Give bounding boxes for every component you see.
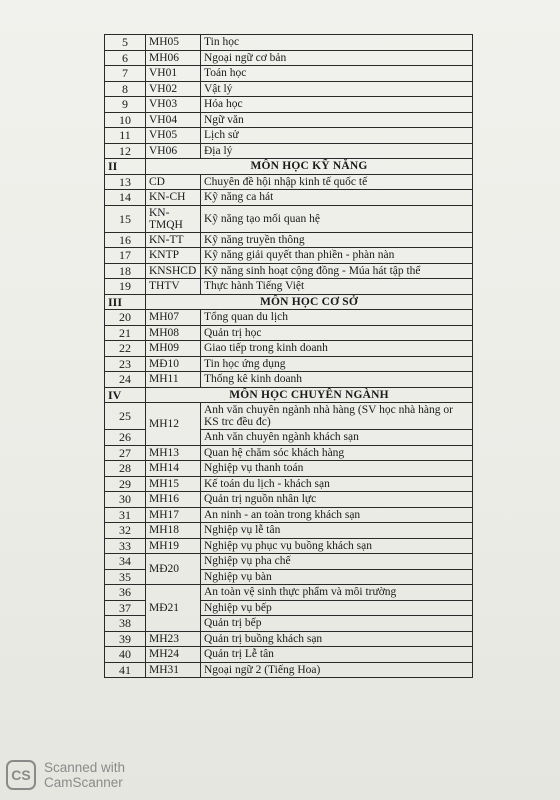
subject-code: KN-TMQH: [146, 205, 201, 232]
section-title: MÔN HỌC KỸ NĂNG: [146, 159, 473, 175]
row-number: 16: [105, 232, 146, 248]
section-header-row: [105, 159, 473, 175]
subject-name: Quản trị buồng khách sạn: [201, 631, 473, 647]
subject-name: Tin học: [201, 35, 473, 51]
subject-name: Tin học ứng dụng: [201, 356, 473, 372]
row-number: 32: [105, 523, 146, 539]
subject-name: Quản trị học: [201, 325, 473, 341]
subject-code: MH09: [146, 341, 201, 357]
subject-code: MH08: [146, 325, 201, 341]
table-row: [105, 112, 473, 128]
subject-code: CD: [146, 174, 201, 190]
row-number: 27: [105, 445, 146, 461]
row-number: 29: [105, 476, 146, 492]
row-number: 17: [105, 248, 146, 264]
subject-name: Kỹ năng truyền thông: [201, 232, 473, 248]
row-number: 9: [105, 97, 146, 113]
subject-code: KNSHCD: [146, 263, 201, 279]
section-number: IV: [105, 387, 146, 403]
table-row: [105, 445, 473, 461]
row-number: 35: [105, 569, 146, 585]
row-number: 23: [105, 356, 146, 372]
table-row: [105, 647, 473, 663]
table-row: [105, 50, 473, 66]
subject-name: Nghiệp vụ phục vụ buồng khách sạn: [201, 538, 473, 554]
table-row: [105, 523, 473, 539]
table-row: [105, 461, 473, 477]
row-number: 36: [105, 585, 146, 601]
camscanner-watermark: [6, 758, 125, 792]
row-number: 24: [105, 372, 146, 388]
table-row: [105, 662, 473, 678]
row-number: 12: [105, 143, 146, 159]
subject-name: Kỹ năng tạo mối quan hệ: [201, 205, 473, 232]
section-header-row: [105, 387, 473, 403]
row-number: 10: [105, 112, 146, 128]
subject-code: MH12: [146, 403, 201, 446]
row-number: 15: [105, 205, 146, 232]
row-number: 21: [105, 325, 146, 341]
table-row: [105, 232, 473, 248]
table-row: [105, 372, 473, 388]
section-header-row: [105, 294, 473, 310]
subject-code: MĐ10: [146, 356, 201, 372]
table-row: [105, 35, 473, 51]
table-row: [105, 356, 473, 372]
subject-code: MH13: [146, 445, 201, 461]
row-number: 5: [105, 35, 146, 51]
subject-name: Quản trị nguồn nhân lực: [201, 492, 473, 508]
camscanner-logo-icon: CS: [6, 760, 36, 790]
subject-name: Ngoại ngữ cơ bản: [201, 50, 473, 66]
subject-code: MH23: [146, 631, 201, 647]
table-row: [105, 66, 473, 82]
table-row: [105, 310, 473, 326]
subject-code: THTV: [146, 279, 201, 295]
row-number: 33: [105, 538, 146, 554]
subject-code: KNTP: [146, 248, 201, 264]
subject-name: Hóa học: [201, 97, 473, 113]
row-number: 39: [105, 631, 146, 647]
row-number: 30: [105, 492, 146, 508]
subject-name: Chuyên đề hội nhập kinh tế quốc tế: [201, 174, 473, 190]
row-number: 37: [105, 600, 146, 616]
subject-name: Kỹ năng sinh hoạt cộng đồng - Múa hát tập thể: [201, 263, 473, 279]
table-row: [105, 143, 473, 159]
subject-code: VH06: [146, 143, 201, 159]
table-row: [105, 205, 473, 232]
subject-code: VH03: [146, 97, 201, 113]
row-number: 34: [105, 554, 146, 570]
subject-name: Kế toán du lịch - khách sạn: [201, 476, 473, 492]
subject-code: MH16: [146, 492, 201, 508]
row-number: 41: [105, 662, 146, 678]
subject-code: MH18: [146, 523, 201, 539]
subject-code: MH31: [146, 662, 201, 678]
table-row: [105, 554, 473, 570]
subject-name: Kỹ năng giải quyết than phiền - phàn nàn: [201, 248, 473, 264]
table-row: [105, 492, 473, 508]
watermark-line2: CamScanner: [44, 775, 123, 790]
table-row: [105, 128, 473, 144]
subject-name: Địa lý: [201, 143, 473, 159]
subject-code: MH15: [146, 476, 201, 492]
subject-name: Ngữ văn: [201, 112, 473, 128]
curriculum-table: [104, 34, 473, 678]
subject-code: KN-CH: [146, 190, 201, 206]
section-title: MÔN HỌC CHUYÊN NGÀNH: [146, 387, 473, 403]
row-number: 31: [105, 507, 146, 523]
row-number: 8: [105, 81, 146, 97]
table-row: [105, 81, 473, 97]
table-row: [105, 341, 473, 357]
subject-name: Tổng quan du lịch: [201, 310, 473, 326]
row-number: 26: [105, 430, 146, 446]
table-row: [105, 97, 473, 113]
section-number: II: [105, 159, 146, 175]
subject-code: VH02: [146, 81, 201, 97]
table-row: [105, 585, 473, 601]
table-row: [105, 190, 473, 206]
subject-name: Toán học: [201, 66, 473, 82]
row-number: 11: [105, 128, 146, 144]
row-number: 20: [105, 310, 146, 326]
subject-name: Nghiệp vụ thanh toán: [201, 461, 473, 477]
row-number: 19: [105, 279, 146, 295]
subject-code: MH06: [146, 50, 201, 66]
curriculum-table-body: [105, 35, 473, 678]
subject-code: VH01: [146, 66, 201, 82]
row-number: 22: [105, 341, 146, 357]
subject-name: Anh văn chuyên ngành khách sạn: [201, 430, 473, 446]
section-title: MÔN HỌC CƠ SỞ: [146, 294, 473, 310]
section-number: III: [105, 294, 146, 310]
table-row: [105, 248, 473, 264]
row-number: 14: [105, 190, 146, 206]
watermark-line1: Scanned with: [44, 760, 126, 775]
subject-name: Lịch sử: [201, 128, 473, 144]
subject-code: MĐ20: [146, 554, 201, 585]
row-number: 28: [105, 461, 146, 477]
subject-name: Kỹ năng ca hát: [201, 190, 473, 206]
subject-name: Giao tiếp trong kinh doanh: [201, 341, 473, 357]
row-number: 18: [105, 263, 146, 279]
subject-name: Thực hành Tiếng Việt: [201, 279, 473, 295]
subject-code: VH04: [146, 112, 201, 128]
subject-code: MH14: [146, 461, 201, 477]
subject-code: MH07: [146, 310, 201, 326]
table-row: [105, 476, 473, 492]
row-number: 38: [105, 616, 146, 632]
subject-code: MH11: [146, 372, 201, 388]
row-number: 7: [105, 66, 146, 82]
table-row: [105, 507, 473, 523]
subject-name: An ninh - an toàn trong khách sạn: [201, 507, 473, 523]
row-number: 13: [105, 174, 146, 190]
table-row: [105, 279, 473, 295]
subject-name: An toàn vệ sinh thực phẩm và môi trường: [201, 585, 473, 601]
subject-name: Quan hệ chăm sóc khách hàng: [201, 445, 473, 461]
subject-name: Nghiệp vụ lễ tân: [201, 523, 473, 539]
subject-code: KN-TT: [146, 232, 201, 248]
subject-name: Nghiệp vụ bàn: [201, 569, 473, 585]
subject-code: MH05: [146, 35, 201, 51]
row-number: 25: [105, 403, 146, 430]
table-row: [105, 263, 473, 279]
subject-code: MH17: [146, 507, 201, 523]
subject-name: Quản trị Lễ tân: [201, 647, 473, 663]
subject-name: Quản trị bếp: [201, 616, 473, 632]
subject-name: Nghiệp vụ pha chế: [201, 554, 473, 570]
table-row: [105, 538, 473, 554]
table-row: [105, 325, 473, 341]
row-number: 6: [105, 50, 146, 66]
subject-name: Anh văn chuyên ngành nhà hàng (SV học nhà hàng or KS trc đều đc): [201, 403, 473, 430]
table-row: [105, 631, 473, 647]
subject-code: MH24: [146, 647, 201, 663]
subject-name: Vật lý: [201, 81, 473, 97]
row-number: 40: [105, 647, 146, 663]
subject-code: VH05: [146, 128, 201, 144]
subject-code: MH19: [146, 538, 201, 554]
subject-code: MĐ21: [146, 585, 201, 632]
subject-name: Nghiệp vụ bếp: [201, 600, 473, 616]
subject-name: Thống kê kinh doanh: [201, 372, 473, 388]
table-row: [105, 403, 473, 430]
table-row: [105, 174, 473, 190]
subject-name: Ngoại ngữ 2 (Tiếng Hoa): [201, 662, 473, 678]
